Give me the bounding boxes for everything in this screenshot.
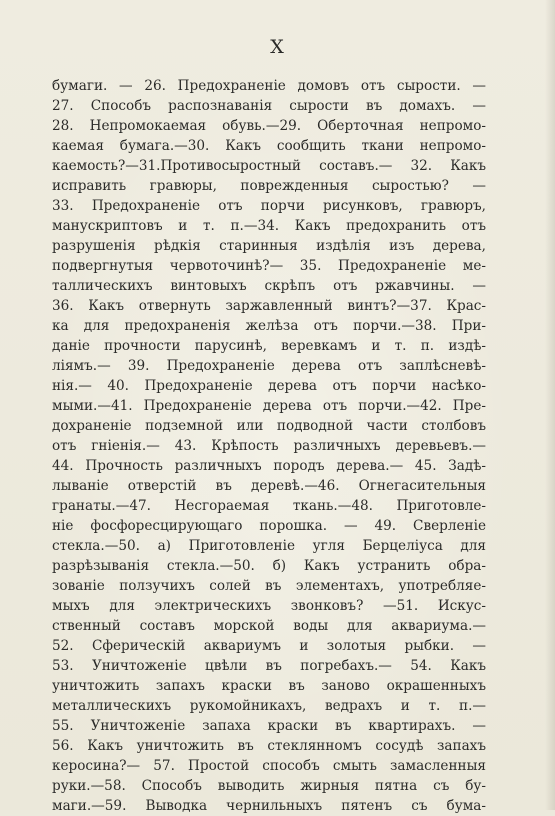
text-line: дохраненіе подземной или подводной части столбовъ <box>52 418 486 434</box>
text-line: ственный составъ морской воды для аквариума.— <box>52 618 486 634</box>
text-line: разрушенія рѣдкія старинныя издѣлія изъ дерева, <box>52 238 486 254</box>
text-line: стекла.—50. а) Приготовленіе угля Берцеліуса для <box>52 538 486 554</box>
text-line: исправить гравюры, поврежденныя сыростью? — <box>52 178 486 194</box>
text-line: 28. Непромокаемая обувь.—29. Оберточная непромо- <box>52 118 486 134</box>
text-line: нія.— 40. Предохраненіе дерева отъ порчи насѣко- <box>52 378 486 394</box>
text-line: руки.—58. Способъ выводить жирныя пятна съ бу- <box>52 778 486 794</box>
text-line: 33. Предохраненіе отъ порчи рисунковъ, гравюръ, <box>52 198 486 214</box>
text-line: уничтожить запахъ краски въ заново окрашенныхъ <box>52 678 486 694</box>
text-line: гранаты.—47. Несгораемая ткань.—48. Приготовле- <box>52 498 486 514</box>
text-line: металлическихъ рукомойникахъ, ведрахъ и т. п.— <box>52 698 486 714</box>
text-line: ка для предохраненія желѣза отъ порчи.—38. При- <box>52 318 486 334</box>
text-line: бумаги. — 26. Предохраненіе домовъ отъ сырости. — <box>52 78 486 94</box>
text-line: каемость?—31.Противосыростный составъ.— 32. Какъ <box>52 158 486 174</box>
text-line: керосина?— 57. Простой способъ смыть замасленныя <box>52 758 486 774</box>
table-of-contents-text <box>52 76 486 816</box>
text-line: 27. Способъ распознаванія сырости въ домахъ. — <box>52 98 486 114</box>
text-line: мыми.—41. Предохраненіе дерева отъ порчи.—42. Пре- <box>52 398 486 414</box>
text-line: таллическихъ винтовыхъ скрѣпъ отъ ржавчины. — <box>52 278 486 294</box>
text-line: разрѣзыванія стекла.—50. б) Какъ устранить обра- <box>52 558 486 574</box>
text-line: зованіе ползучихъ солей въ элементахъ, употребляе- <box>52 578 486 594</box>
text-line: 53. Уничтоженіе цвѣли въ погребахъ.— 54. Какъ <box>52 658 486 674</box>
text-line: 44. Прочность различныхъ породъ дерева.— 45. Задѣ- <box>52 458 486 474</box>
text-line: подвергнутыя червоточинѣ?— 35. Предохраненіе ме- <box>52 258 486 274</box>
text-line: ліямъ.— 39. Предохраненіе дерева отъ заплѣсневѣ- <box>52 358 486 374</box>
text-line: мыхъ для электрическихъ звонковъ? —51. Искус- <box>52 598 486 614</box>
page-number: X <box>270 36 285 58</box>
page-edge-shadow <box>545 0 555 810</box>
text-line: каемая бумага.—30. Какъ сообщить ткани непромо- <box>52 138 486 154</box>
text-line: 55. Уничтоженіе запаха краски въ квартирахъ. — <box>52 718 486 734</box>
text-line: 56. Какъ уничтожить въ стеклянномъ сосудѣ запахъ <box>52 738 486 754</box>
text-line: даніе прочности парусинѣ, веревкамъ и т. п. издѣ- <box>52 338 486 354</box>
text-line: 52. Сферическій аквариумъ и золотыя рыбки. — <box>52 638 486 654</box>
text-line: маги.—59. Выводка чернильныхъ пятенъ съ бума- <box>52 798 486 814</box>
text-line: ніе фосфоресцирующаго порошка. — 49. Сверленіе <box>52 518 486 534</box>
text-line: 36. Какъ отвернуть заржавленный винтъ?—37. Крас- <box>52 298 486 314</box>
text-line: отъ гніенія.— 43. Крѣпость различныхъ деревьевъ.— <box>52 438 486 454</box>
text-line: манускриптовъ и т. п.—34. Какъ предохранить отъ <box>52 218 486 234</box>
text-line: лываніе отверстій въ деревѣ.—46. Огнегасительныя <box>52 478 486 494</box>
